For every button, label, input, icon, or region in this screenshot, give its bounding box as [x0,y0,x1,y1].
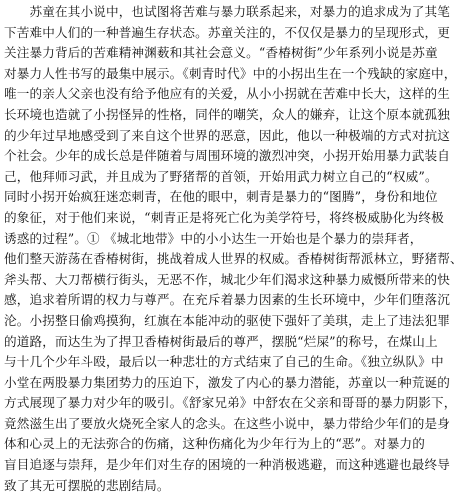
text-line: 诱惑的过程”。① 《城北地带》中的小小达生一开始也是个暴力的崇拜者， [4,230,423,246]
text-line: 苏童在其小说中，也试图将苦难与暴力联系起来，对暴力的追求成为了其笔 [4,4,451,19]
text-line: 同时小拐开始疯狂迷恋刺青，在他的眼中，刺青是暴力的“图腾”，身份和地位 [4,189,438,205]
text-line: 唯一的亲人父亲也没有给予他应有的关爱，从小小拐就在苦难中长大，这样的生 [4,86,451,102]
text-line: 斧头帮、大刀帮横行街头，无恶不作，城北少年们渴求这种暴力威慑所带来的快 [4,271,451,287]
text-line: 盲目追逐与崇拜，是少年们对生存的困境的一种消极逃避，而这种逃避也最终导 [4,457,451,473]
text-line: 对暴力人性书写的最集中展示。《刺青时代》中的小拐出生在一个残缺的家庭中， [4,65,457,81]
text-line: 下苦难中人们的一种普遍生存状态。苏童关注的，不仅仅是暴力的呈现形式，更 [4,24,451,40]
text-line: 的象征，对于他们来说，“刺青正是将死亡化为美学符号，将终极威胁化为终极 [4,209,444,225]
text-line: 关注暴力背后的苦难精神渊薮和其社会意义。“香椿树街”少年系列小说是苏童 [4,45,438,61]
text-line: 长环境也造就了小拐怪异的性格，同伴的嘲笑，众人的嫌弃，让这个原本就孤独 [4,106,451,122]
text-line: 己，他拜师习武，并且成为了野猪帮的首领，开始用武力树立自己的“权威”。 [4,168,438,184]
text-line: 体和心灵上的无法弥合的伤痛，这种伤痛化为少年行为上的“恶”。对暴力的 [4,436,425,452]
text-line: 感，追求着所谓的权力与尊严。在充斥着暴力因素的生长环境中，少年们堕落沉 [4,292,451,308]
text-line: 致了其无可摆脱的悲剧结局。 [4,477,170,493]
text-line: 小堂在两股暴力集团势力的压迫下，激发了内心的暴力潜能，苏童以一种荒诞的 [4,374,451,390]
text-line: 个社会。少年的成长总是伴随着与周围环境的激烈冲突，小拐开始用暴力武装自 [4,148,451,164]
text-line: 竟然滋生出了要放火烧死全家人的念头。在这些小说中，暴力带给少年们的是身 [4,415,451,431]
text-line: 沦。小拐整日偷鸡摸狗，红旗在本能冲动的驱使下强奸了美琪，走上了违法犯罪 [4,312,451,328]
text-line: 方式展现了暴力对少年的吸引。《舒家兄弟》中舒农在父亲和哥哥的暴力阴影下， [4,395,457,411]
paragraph [4,2,463,496]
text-line: 的少年过早地感受到了来自这个世界的恶意，因此，他以一种极端的方式对抗这 [4,127,451,143]
text-line: 的道路，而达生为了捍卫香椿树街最后的尊严，摆脱“烂屎”的称号，在煤山上 [4,333,438,349]
text-line: 与十几个少年斗殴，最后以一种悲壮的方式结束了自己的生命。《独立纵队》中 [4,354,444,370]
text-line: 他们整天游荡在香椿树街，挑战着成人世界的权威。香椿树街帮派林立，野猪帮、 [4,251,463,267]
